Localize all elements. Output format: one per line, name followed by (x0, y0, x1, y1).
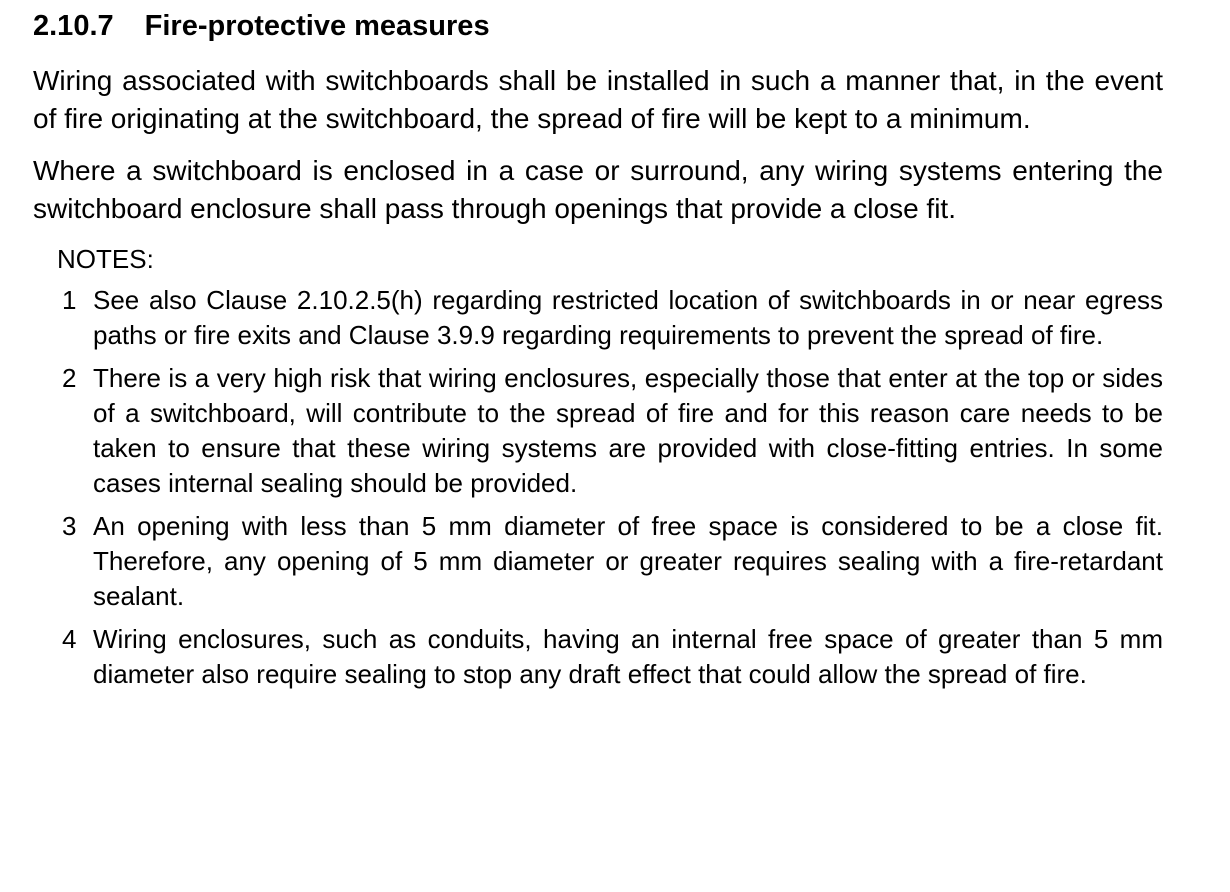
note-number: 3 (62, 511, 77, 541)
note-text: An opening with less than 5 mm diameter of free space is considered to be a close fit. Therefore, any opening of 5 mm diameter or greater requires sealing with a fire-retardant sealant. (93, 511, 1163, 611)
note-item (62, 622, 1163, 692)
note-item (62, 509, 1163, 614)
paragraph: Where a switchboard is enclosed in a case or surround, any wiring systems entering the switchboard enclosure shall pass through openings that provide a close fit. (33, 155, 1163, 224)
note-item (62, 361, 1163, 501)
clause-title: Fire-protective measures (144, 10, 490, 42)
clause-heading (33, 6, 1163, 46)
note-text: See also Clause 2.10.2.5(h) regarding restricted location of switchboards in or near egress paths or fire exits and Clause 3.9.9 regarding requirements to prevent the spread of fire. (93, 285, 1163, 350)
note-number: 1 (62, 285, 77, 315)
note-text: Wiring enclosures, such as conduits, having an internal free space of greater than 5 mm diameter also require sealing to stop any draft effect that could allow the spread of fire. (93, 624, 1163, 689)
note-text: There is a very high risk that wiring enclosures, especially those that enter at the top or sides of a switchboard, will contribute to the spread of fire and for this reason care needs to be taken to ensure that these wiring systems are provided with close-fitting entries. In some cases internal sealing should be provided. (93, 363, 1163, 498)
note-number: 2 (62, 363, 77, 393)
notes-section (57, 242, 1163, 692)
note-number: 4 (62, 624, 77, 654)
note-item (62, 283, 1163, 353)
paragraph: Wiring associated with switchboards shall be installed in such a manner that, in the event of fire originating at the switchboard, the spread of fire will be kept to a minimum. (33, 65, 1163, 134)
clause-number: 2.10.7 (33, 10, 114, 42)
notes-label: NOTES: (57, 244, 154, 274)
